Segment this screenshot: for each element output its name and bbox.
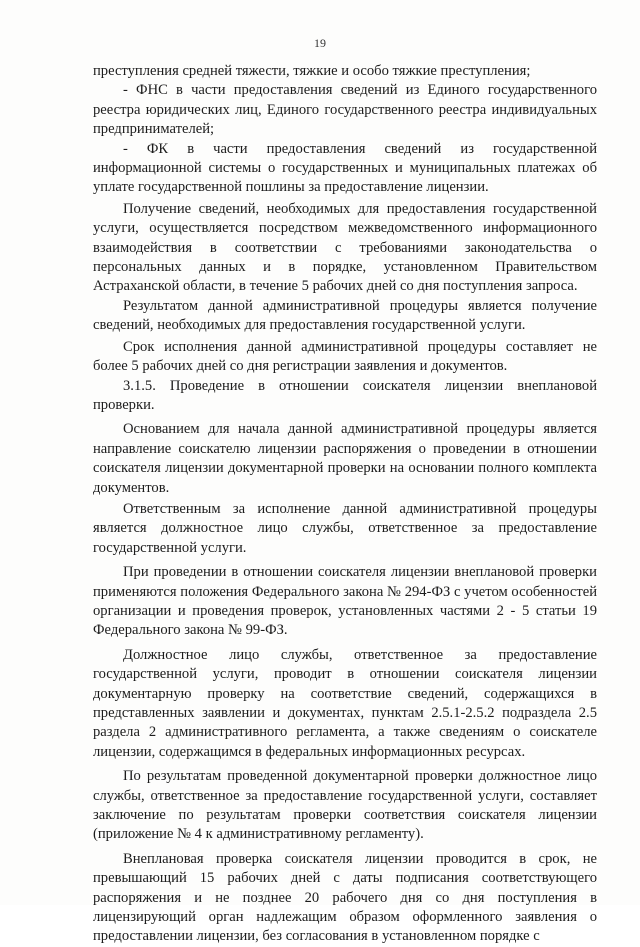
document-body [93, 62, 597, 947]
paragraph: По результатам проведенной документарной проверки должностное лицо службы, ответственное за предоставление государственной услуги, составляет заключение по результатам проверки соответствия соискателя лицензии (приложение № 4 к административному регламенту). [93, 768, 597, 843]
page-number: 19 [314, 36, 326, 50]
paragraph: При проведении в отношении соискателя лицензии внеплановой проверки применяются положения Федерального закона № 294-ФЗ с учетом особенностей организации и проведения проверок, установленных частями 2 - 5 статьи 19 Федерального закона № 99-ФЗ. [93, 564, 597, 639]
paragraph: Получение сведений, необходимых для предоставления государственной услуги, осуществляется посредством межведомственного информационного взаимодействия в соответствии с требованиями законодательства о персональных данных и в порядке, установленном Правительством Астраханской области, в течение 5 рабочих дней со дня поступления запроса. [93, 200, 597, 295]
paragraph: - ФК в части предоставления сведений из государственной информационной системы о государственных и муниципальных платежах об уплате государственной пошлины за предоставление лицензии. [93, 140, 597, 196]
paragraph: Ответственным за исполнение данной административной процедуры является должностное лицо службы, ответственное за предоставление государственной услуги. [93, 500, 597, 556]
paragraph: преступления средней тяжести, тяжкие и особо тяжкие преступления; [93, 63, 531, 79]
paragraph: Внеплановая проверка соискателя лицензии проводится в срок, не превышающий 15 рабочих дней с даты подписания соответствующего распоряжения и не позднее 20 рабочего дня со дня поступления в лицензирующий орган надлежащим образом оформленного заявления о предоставлении лицензии, без согласования в установленном порядке с [93, 850, 597, 945]
paragraph: Должностное лицо службы, ответственное за предоставление государственной услуги, проводит в отношении соискателя лицензии документарную проверку на соответствие сведений, содержащихся в представленных заявлении и документах, пунктам 2.5.1-2.5.2 подраздела 2.5 раздела 2 административного регламента, а также сведениям о соискателе лицензии, содержащимся в федеральных информационных ресурсах. [93, 646, 597, 760]
paragraph: Срок исполнения данной административной процедуры составляет не более 5 рабочих дней со дня регистрации заявления и документов. [93, 338, 597, 375]
paragraph: Основанием для начала данной административной процедуры является направление соискателю лицензии распоряжения о проведении в отношении соискателя лицензии документарной проверки на основании полного комплекта документов. [93, 421, 597, 496]
section-heading: 3.1.5. Проведение в отношении соискателя лицензии внеплановой проверки. [93, 377, 597, 413]
paragraph: Результатом данной административной процедуры является получение сведений, необходимых для предоставления государственной услуги. [93, 297, 597, 334]
paragraph: - ФНС в части предоставления сведений из Единого государственного реестра юридических лиц, Единого государственного реестра индивидуальных предпринимателей; [93, 82, 597, 138]
